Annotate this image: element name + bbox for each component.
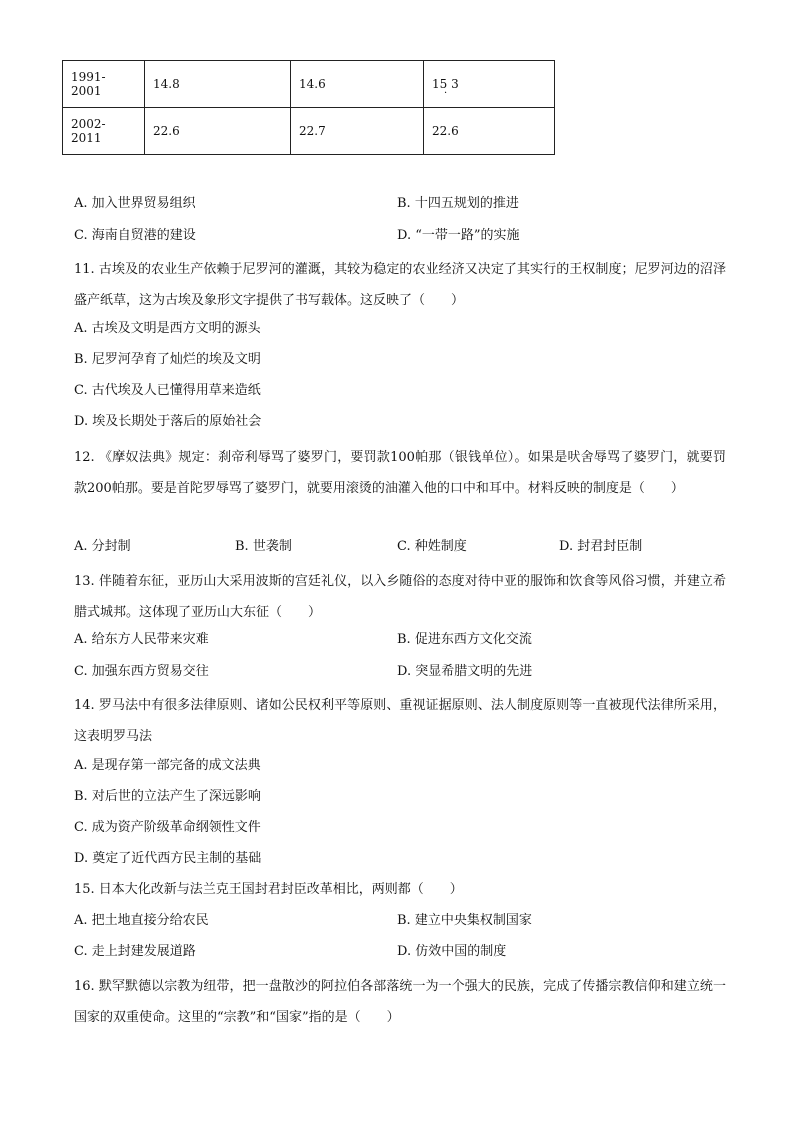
q16-stem: 16. 默罕默德以宗教为纽带，把一盘散沙的阿拉伯各部落统一为一个强大的民族，完成了传播宗教信仰和建立统一国家的双重使命。这里的“宗教”和“国家”指的是（ ） [74, 979, 726, 1025]
q15-option-c[interactable]: C. 走上封建发展道路 [74, 944, 196, 959]
q15-option-d[interactable]: D. 仿效中国的制度 [397, 944, 507, 959]
table-cell-value: 15 3 [432, 77, 459, 91]
emphasis-dot: · [444, 88, 448, 99]
table-row [63, 61, 555, 108]
q10-option-b[interactable]: B. 十四五规划的推进 [397, 196, 519, 211]
q13-option-b[interactable]: B. 促进东西方文化交流 [397, 632, 532, 647]
q15-option-a[interactable]: A. 把土地直接分给农民 [74, 913, 209, 928]
table-cell-period: 1991-2001 [63, 61, 145, 108]
q14-stem: 14. 罗马法中有很多法律原则、诸如公民权利平等原则、重视证据原则、法人制度原则等一直被现代法律所采用，这表明罗马法 [74, 698, 726, 744]
table-cell-period: 2002-2011 [63, 108, 145, 155]
table-cell: 14.6 [291, 61, 424, 108]
q10-option-c[interactable]: C. 海南自贸港的建设 [74, 228, 196, 243]
q11-option-d[interactable]: D. 埃及长期处于落后的原始社会 [74, 414, 262, 429]
q14-option-a[interactable]: A. 是现存第一部完备的成文法典 [74, 758, 261, 773]
table-cell: 22.6 [424, 108, 555, 155]
q14-option-c[interactable]: C. 成为资产阶级革命纲领性文件 [74, 820, 261, 835]
q14-option-b[interactable]: B. 对后世的立法产生了深远影响 [74, 789, 261, 804]
q11-option-c[interactable]: C. 古代埃及人已懂得用草来造纸 [74, 383, 261, 398]
q10-option-d[interactable]: D. “一带一路”的实施 [397, 228, 520, 243]
table-cell: 22.7 [291, 108, 424, 155]
q10-option-a[interactable]: A. 加入世界贸易组织 [74, 196, 196, 211]
q13-option-a[interactable]: A. 给东方人民带来灾难 [74, 632, 209, 647]
q11-option-b[interactable]: B. 尼罗河孕育了灿烂的埃及文明 [74, 352, 261, 367]
table-row [63, 108, 555, 155]
q12-option-c[interactable]: C. 种姓制度 [397, 539, 467, 554]
q12-option-b[interactable]: B. 世袭制 [235, 539, 292, 554]
q11-option-a[interactable]: A. 古埃及文明是西方文明的源头 [74, 321, 261, 336]
q11-stem: 11. 古埃及的农业生产依赖于尼罗河的灌溉，其较为稳定的农业经济又决定了其实行的王权制度；尼罗河边的沼泽盛产纸草，这为古埃及象形文字提供了书写载体。这反映了（ ） [74, 262, 726, 308]
q12-stem: 12. 《摩奴法典》规定：刹帝利辱骂了婆罗门，要罚款100帕那（银钱单位）。如果是吠舍辱骂了婆罗门，就要罚款200帕那。要是首陀罗辱骂了婆罗门，就要用滚烫的油灌入他的口中和耳中。材料反映的制度是（ ） [74, 450, 726, 496]
q13-option-d[interactable]: D. 突显希腊文明的先进 [397, 664, 533, 679]
q13-option-c[interactable]: C. 加强东西方贸易交往 [74, 664, 209, 679]
q12-option-d[interactable]: D. 封君封臣制 [559, 539, 643, 554]
table-cell: 14.8 [145, 61, 291, 108]
data-table [62, 60, 555, 155]
q14-option-d[interactable]: D. 奠定了近代西方民主制的基础 [74, 851, 262, 866]
table-cell [424, 61, 555, 108]
q13-stem: 13. 伴随着东征，亚历山大采用波斯的宫廷礼仪，以入乡随俗的态度对待中亚的服饰和饮食等风俗习惯，并建立希腊式城邦。这体现了亚历山大东征（ ） [74, 574, 726, 620]
q15-option-b[interactable]: B. 建立中央集权制国家 [397, 913, 532, 928]
table-cell: 22.6 [145, 108, 291, 155]
q12-option-a[interactable]: A. 分封制 [74, 539, 131, 554]
q15-stem: 15. 日本大化改新与法兰克王国封君封臣改革相比，两则都（ ） [74, 882, 463, 897]
